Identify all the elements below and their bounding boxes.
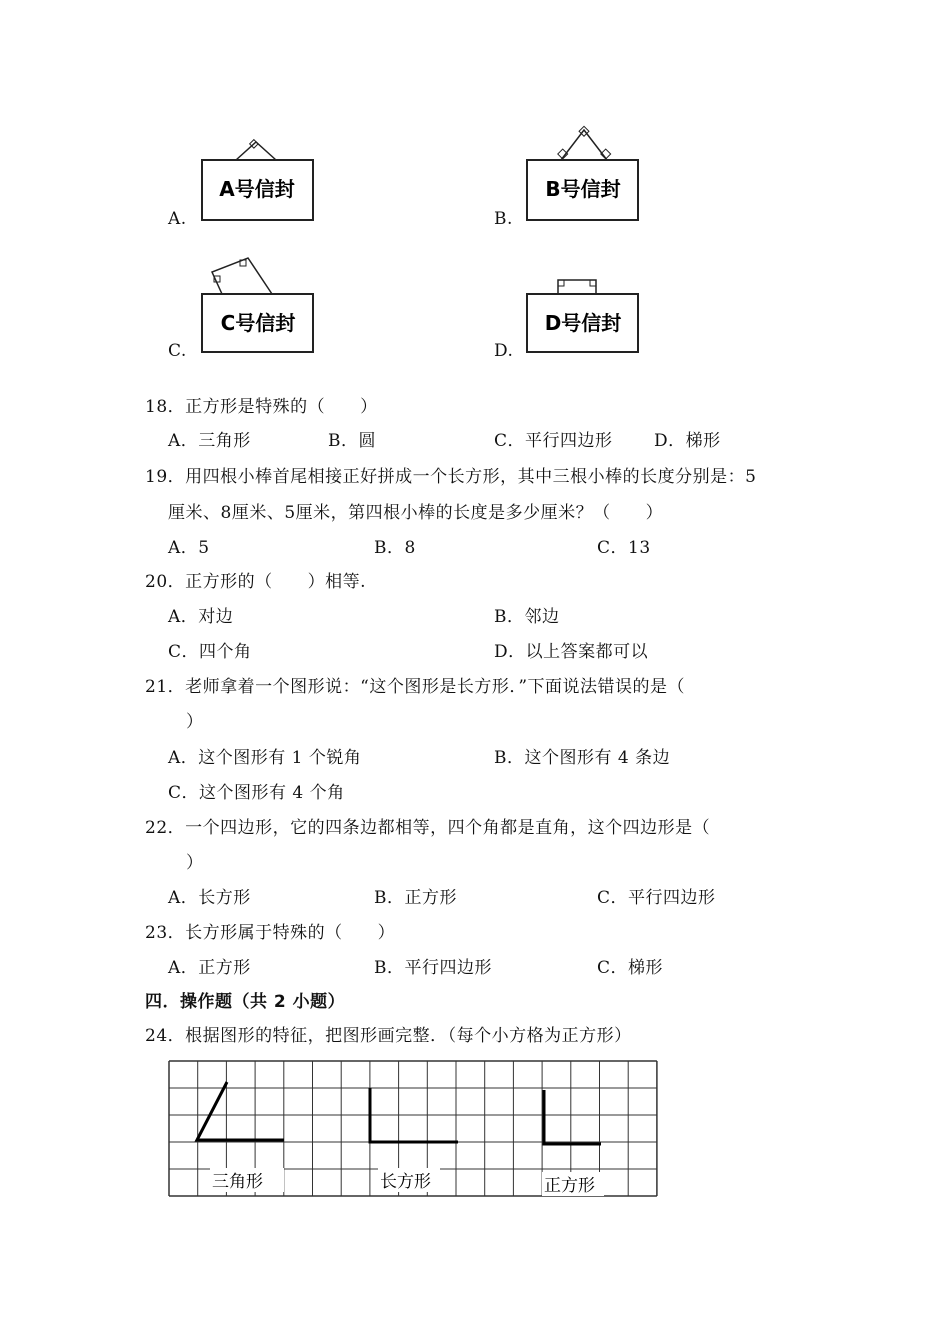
grid-label-triangle: 三角形 <box>212 1172 263 1192</box>
square-partial-figure <box>544 1090 601 1144</box>
q18-option-a[interactable]: A．三角形 <box>168 431 251 451</box>
grid-label-rectangle: 长方形 <box>380 1172 431 1192</box>
q19-option-b[interactable]: B．8 <box>374 538 416 558</box>
q22-option-c[interactable]: C．平行四边形 <box>597 888 716 908</box>
q21-stem-line2: ） <box>186 712 204 732</box>
q23-option-a[interactable]: A．正方形 <box>168 958 251 978</box>
option-c-letter: C. <box>168 341 187 361</box>
q20-option-c[interactable]: C．四个角 <box>168 642 252 662</box>
section-heading: 四．操作题（共 2 小题） <box>145 992 346 1012</box>
envelope-b-figure <box>525 124 643 226</box>
q20-option-a[interactable]: A．对边 <box>168 607 234 627</box>
q21-option-c[interactable]: C．这个图形有 4 个角 <box>168 783 345 803</box>
q19-option-c[interactable]: C．13 <box>597 538 651 558</box>
q20-stem: 20．正方形的（ ）相等. <box>145 572 367 592</box>
q18-option-d[interactable]: D．梯形 <box>654 431 721 451</box>
q21-option-b[interactable]: B．这个图形有 4 条边 <box>494 748 671 768</box>
q21-option-a[interactable]: A．这个图形有 1 个锐角 <box>168 748 362 768</box>
envelope-a-figure <box>200 138 318 226</box>
grid-label-square: 正方形 <box>544 1176 595 1196</box>
option-a-letter: A. <box>168 209 187 229</box>
envelope-d-figure <box>525 274 643 356</box>
q23-option-c[interactable]: C．梯形 <box>597 958 664 978</box>
envelope-c-figure <box>200 254 318 356</box>
q23-option-b[interactable]: B．平行四边形 <box>374 958 492 978</box>
envelope-c-label: C号信封 <box>220 311 296 335</box>
q19-stem-line1: 19．用四根小棒首尾相接正好拼成一个长方形，其中三根小棒的长度分别是：5 <box>145 467 757 487</box>
q22-stem-line1: 22．一个四边形，它的四条边都相等，四个角都是直角，这个四边形是（ <box>145 818 711 838</box>
q22-option-b[interactable]: B．正方形 <box>374 888 457 908</box>
q19-option-a[interactable]: A．5 <box>168 538 210 558</box>
q19-stem-line2: 厘米、8厘米、5厘米，第四根小棒的长度是多少厘米？（ ） <box>168 503 664 523</box>
q20-option-d[interactable]: D．以上答案都可以 <box>494 642 649 662</box>
envelope-b-label: B号信封 <box>545 177 621 201</box>
triangle-partial-figure <box>197 1082 284 1140</box>
q24-stem: 24．根据图形的特征，把图形画完整．（每个小方格为正方形） <box>145 1026 632 1046</box>
q20-option-b[interactable]: B．邻边 <box>494 607 560 627</box>
q22-option-a[interactable]: A．长方形 <box>168 888 251 908</box>
option-b-letter: B. <box>494 209 513 229</box>
drawing-grid[interactable] <box>168 1060 660 1200</box>
option-d-letter: D. <box>494 341 514 361</box>
q18-option-b[interactable]: B．圆 <box>328 431 376 451</box>
envelope-a-label: A号信封 <box>219 177 295 201</box>
envelope-d-label: D号信封 <box>544 311 622 335</box>
q23-stem: 23．长方形属于特殊的（ ） <box>145 923 396 943</box>
q21-stem-line1: 21．老师拿着一个图形说：“这个图形是长方形．”下面说法错误的是（ <box>145 677 686 697</box>
q18-stem: 18．正方形是特殊的（ ） <box>145 397 378 417</box>
q18-option-c[interactable]: C．平行四边形 <box>494 431 613 451</box>
q22-stem-line2: ） <box>186 853 204 873</box>
